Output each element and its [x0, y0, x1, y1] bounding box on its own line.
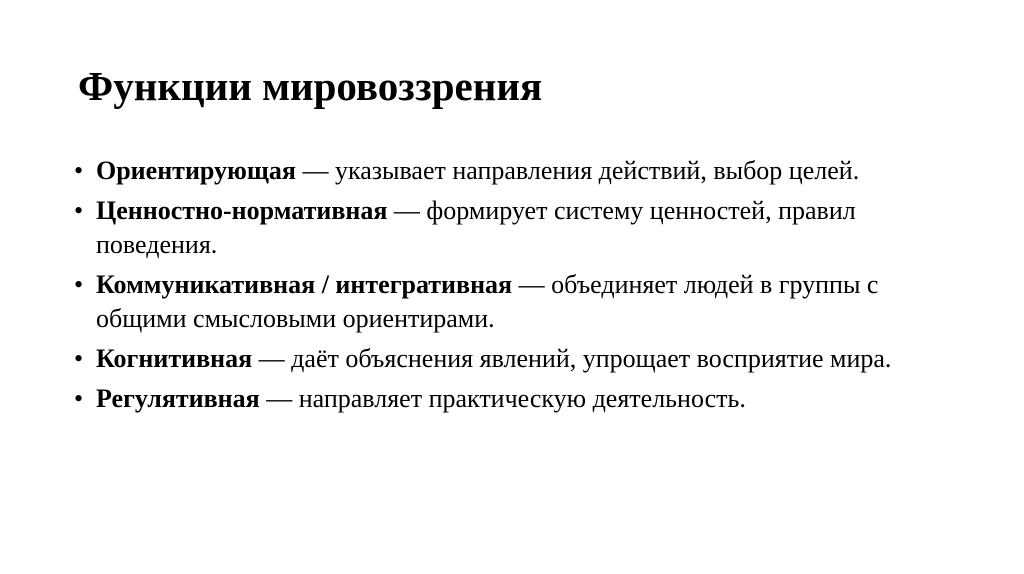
slide-title: Функции мировоззрения — [78, 63, 543, 109]
bullet-item-regulative — [74, 382, 954, 416]
bullet-item-cognitive — [74, 342, 954, 376]
bullet-list — [74, 154, 954, 422]
bullet-dot-icon: • — [74, 384, 84, 413]
bullet-dot-icon: • — [74, 270, 84, 299]
bullet-dot-icon: • — [74, 196, 84, 225]
bullet-term: Ценностно-нормативная — [96, 196, 388, 225]
bullet-description: — объединяет людей в группы с общими смысловыми ориентирами. — [96, 270, 879, 333]
bullet-term: Ориентирующая — [96, 156, 296, 185]
bullet-term: Когнитивная — [96, 344, 253, 373]
bullet-item-orienting — [74, 154, 954, 188]
bullet-description: — указывает направления действий, выбор целей. — [295, 156, 860, 185]
bullet-dot-icon: • — [74, 344, 84, 373]
bullet-description: — направляет практическую деятельность. — [259, 384, 746, 413]
bullet-term: Регулятивная — [96, 384, 260, 413]
bullet-item-communicative — [74, 268, 954, 336]
bullet-dot-icon: • — [74, 156, 84, 185]
bullet-term: Коммуникативная / интегративная — [96, 270, 513, 299]
bullet-item-value-normative — [74, 194, 954, 262]
bullet-description: — формирует систему ценностей, правил поведения. — [96, 196, 856, 259]
bullet-description: — даёт объяснения явлений, упрощает восприятие мира. — [252, 344, 892, 373]
